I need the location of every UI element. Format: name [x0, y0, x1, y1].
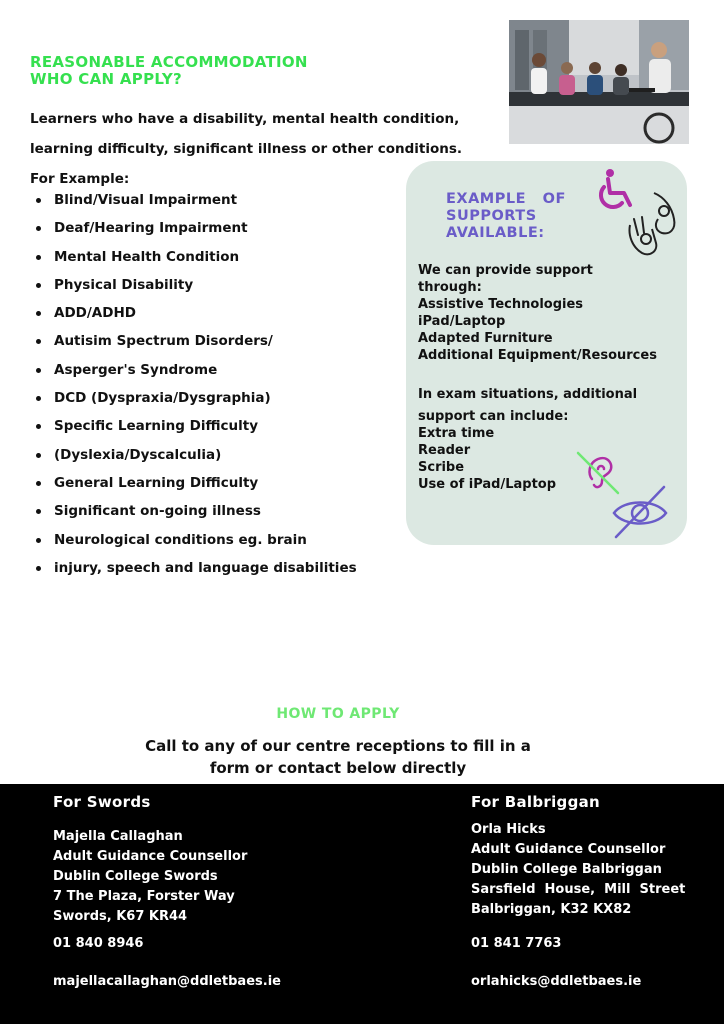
how-to-apply-line: Call to any of our centre receptions to fill in a	[145, 737, 531, 755]
list-item: injury, speech and language disabilities	[36, 554, 357, 582]
balbriggan-phone[interactable]: 01 841 7763	[471, 936, 562, 951]
list-item: Extra time	[418, 426, 495, 441]
swords-email[interactable]: majellacallaghan@ddletbaes.ie	[53, 974, 281, 989]
conditions-list	[36, 186, 357, 582]
address-line: Swords, K67 KR44	[53, 909, 188, 924]
list-item: Neurological conditions eg. brain	[36, 526, 357, 554]
list-item: Scribe	[418, 460, 465, 475]
address-line: Adult Guidance Counsellor	[471, 842, 666, 857]
example-label: For Example:	[30, 171, 130, 187]
visually-impaired-icon	[610, 483, 670, 539]
balbriggan-email[interactable]: orlahicks@ddletbaes.ie	[471, 974, 642, 989]
list-item: Significant on-going illness	[36, 497, 357, 525]
supports-intro-line: We can provide support	[418, 263, 593, 278]
list-item: ADD/ADHD	[36, 299, 357, 327]
supports-title-line: SUPPORTS	[446, 208, 537, 224]
exam-intro-line: In exam situations, additional	[418, 387, 638, 402]
how-to-apply-text	[0, 735, 676, 779]
sign-language-icon	[624, 189, 682, 259]
how-to-apply-line: form or contact below directly	[209, 759, 467, 777]
list-item: Use of iPad/Laptop	[418, 477, 557, 492]
address-line: Majella Callaghan	[53, 829, 183, 844]
list-item: iPad/Laptop	[418, 314, 506, 329]
swords-phone[interactable]: 01 840 8946	[53, 936, 144, 951]
list-item: Deaf/Hearing Impairment	[36, 214, 357, 242]
supports-body	[418, 262, 680, 364]
address-line: Dublin College Swords	[53, 869, 218, 884]
list-item: Autisim Spectrum Disorders/	[36, 327, 357, 355]
section-heading	[30, 54, 308, 88]
exam-supports	[418, 386, 680, 493]
address-line: 7 The Plaza, Forster Way	[53, 889, 235, 904]
list-item: Additional Equipment/Resources	[418, 348, 657, 363]
how-to-apply-title: HOW TO APPLY	[276, 706, 400, 722]
heading-line-2: WHO CAN APPLY?	[30, 70, 183, 88]
contact-footer	[0, 784, 724, 1024]
address-line: Sarsfield House, Mill Street	[471, 882, 686, 897]
list-item: General Learning Difficulty	[36, 469, 357, 497]
balbriggan-address	[471, 820, 685, 920]
address-line: Dublin College Balbriggan	[471, 862, 662, 877]
supports-intro-line: through:	[418, 280, 482, 295]
address-line: Balbriggan, K32 KX82	[471, 902, 632, 917]
address-line: Orla Hicks	[471, 822, 546, 837]
list-item: Specific Learning Difficulty	[36, 412, 357, 440]
supports-title-line: AVAILABLE:	[446, 225, 545, 241]
supports-panel	[406, 161, 687, 545]
exam-intro-line: support can include:	[418, 409, 569, 424]
list-item: Blind/Visual Impairment	[36, 186, 357, 214]
balbriggan-title: For Balbriggan	[471, 793, 601, 811]
swords-address	[53, 827, 247, 927]
list-item: Physical Disability	[36, 271, 357, 299]
list-item: DCD (Dyspraxia/Dysgraphia)	[36, 384, 357, 412]
supports-title-line: EXAMPLE OF	[446, 191, 566, 207]
list-item: Adapted Furniture	[418, 331, 553, 346]
list-item: Mental Health Condition	[36, 243, 357, 271]
list-item: Assistive Technologies	[418, 297, 584, 312]
list-item: Asperger's Syndrome	[36, 356, 357, 384]
heading-line-1: REASONABLE ACCOMMODATION	[30, 53, 308, 71]
classroom-photo	[509, 20, 689, 144]
list-item: Reader	[418, 443, 471, 458]
supports-title	[446, 191, 596, 242]
eligibility-description: Learners who have a disability, mental health condition, learning difficulty, significant illness or other conditions.	[30, 111, 463, 157]
list-item: (Dyslexia/Dyscalculia)	[36, 441, 357, 469]
address-line: Adult Guidance Counsellor	[53, 849, 248, 864]
swords-title: For Swords	[53, 793, 151, 811]
